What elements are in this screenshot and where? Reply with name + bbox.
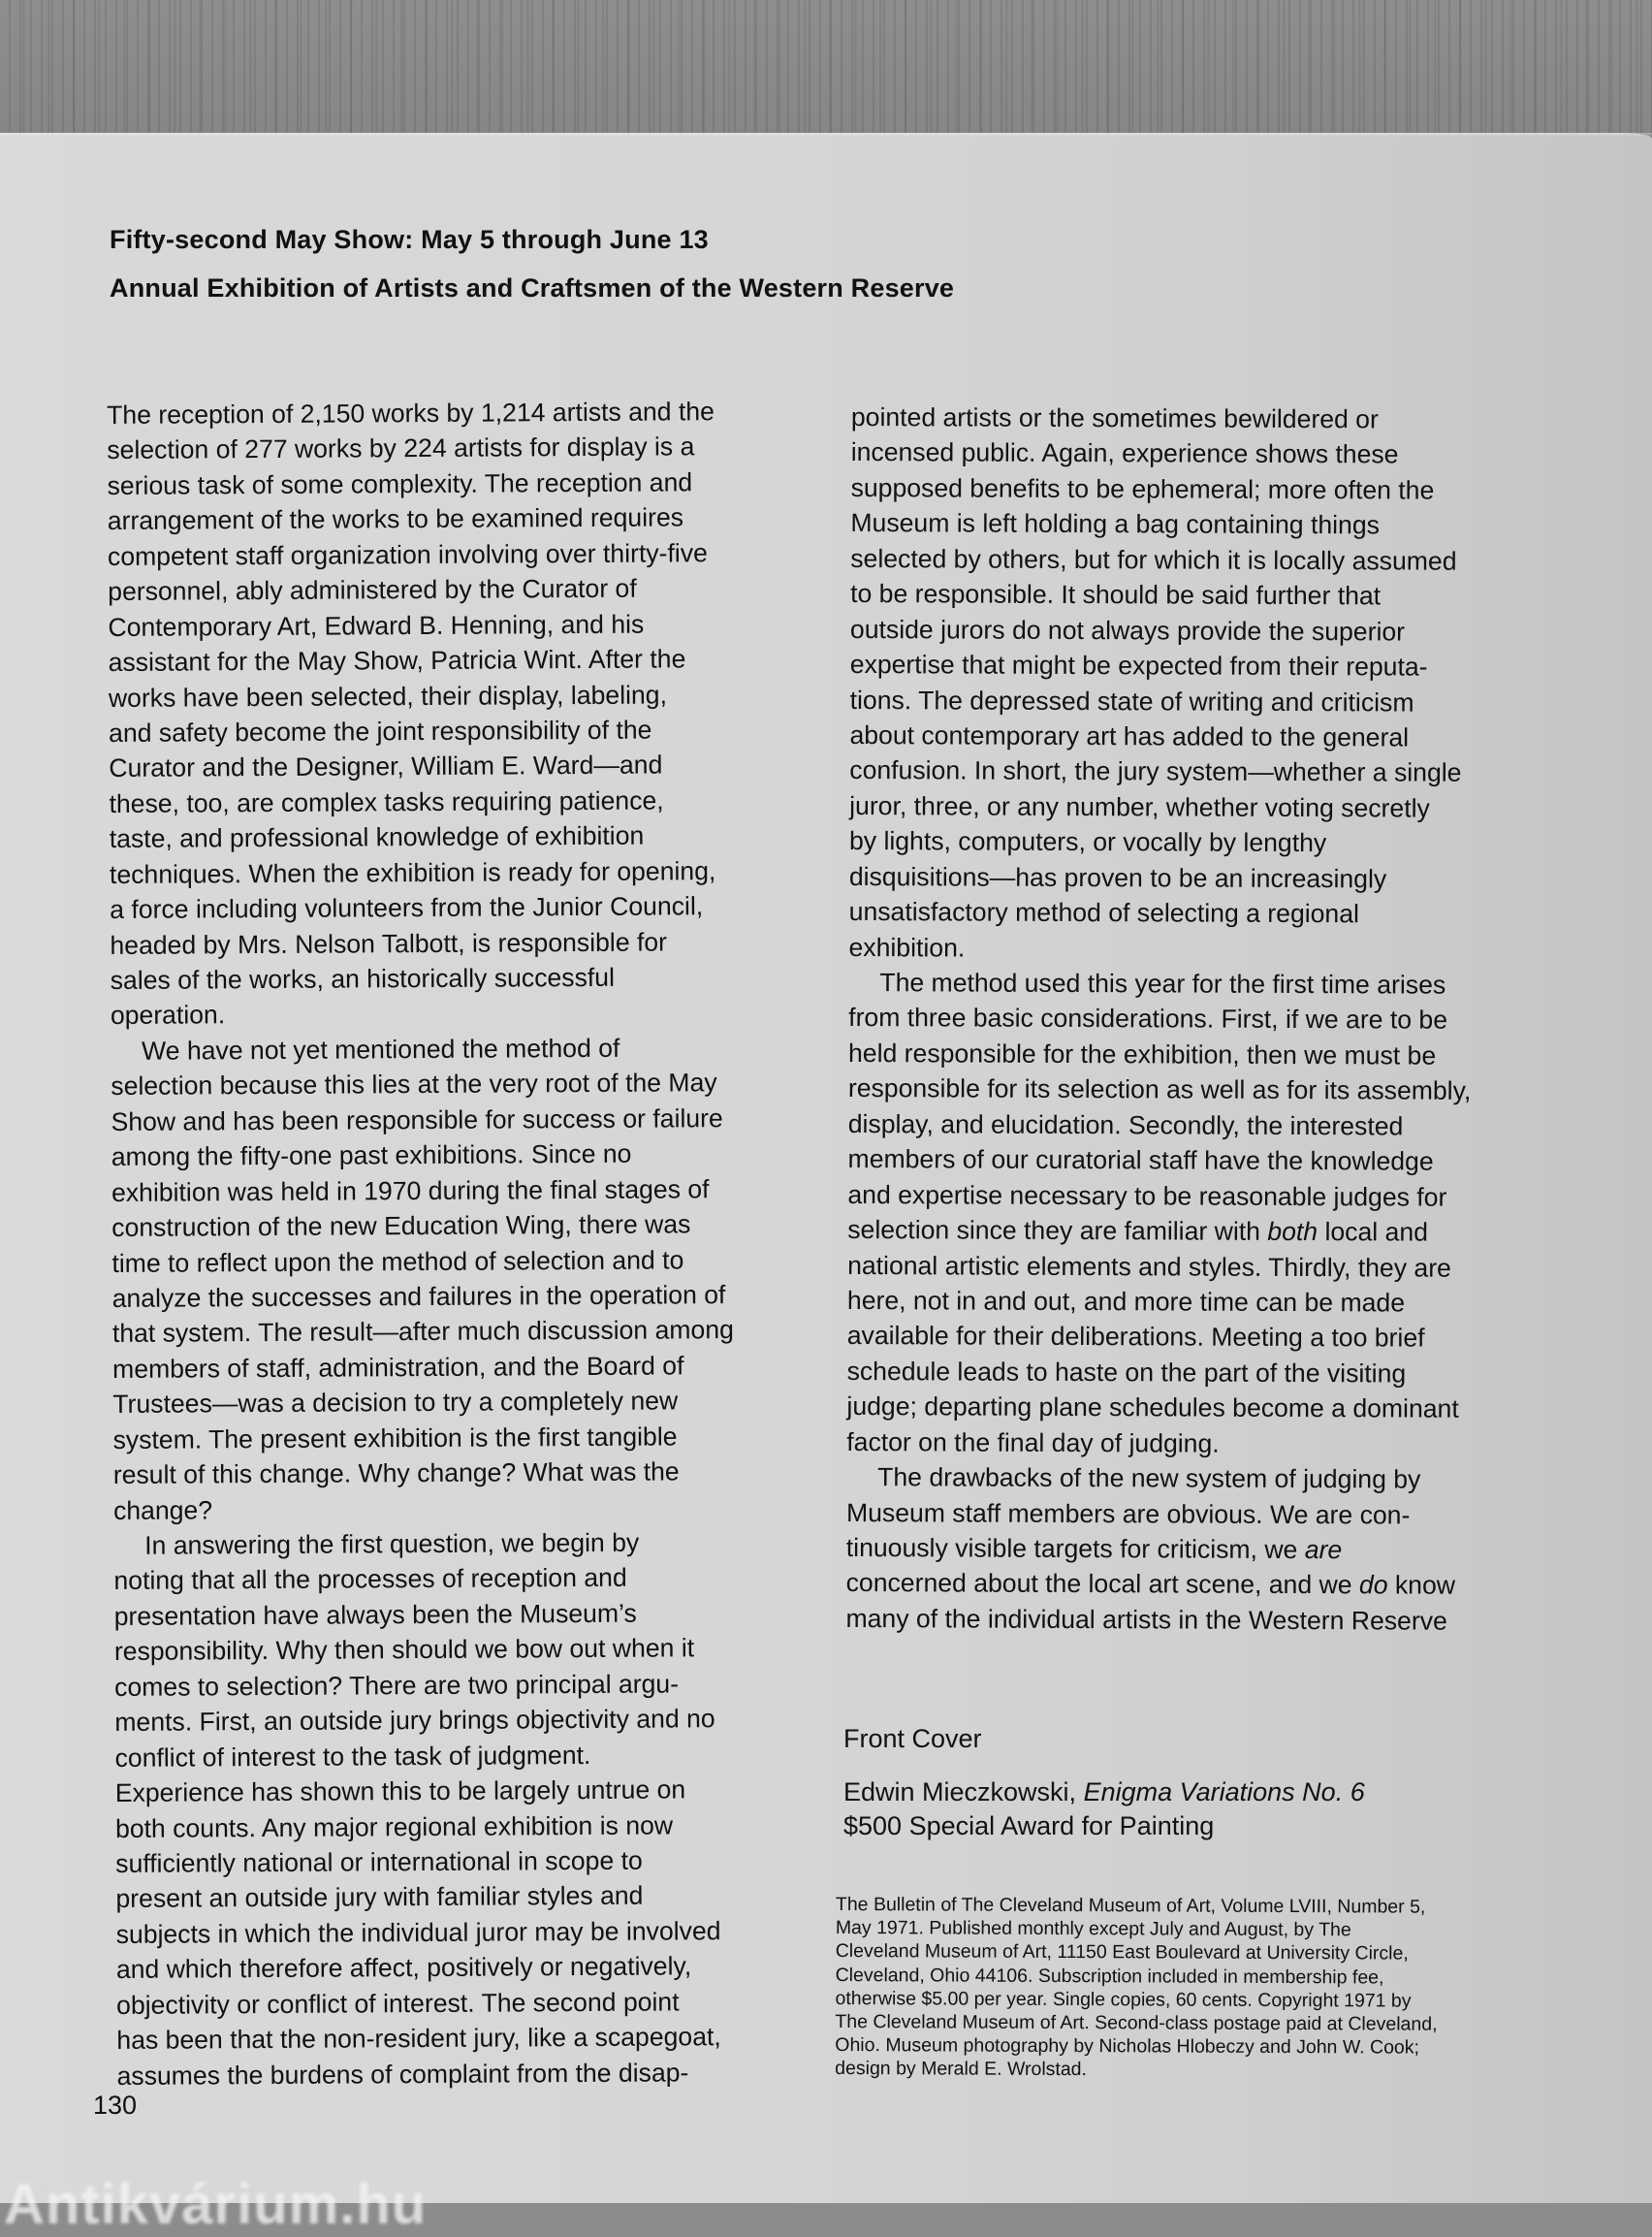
- text-line: [849, 752, 1572, 791]
- text-line: [111, 1065, 818, 1104]
- watermark: Antikvárium.hu: [4, 2172, 427, 2237]
- text-line: [111, 959, 818, 999]
- text-segment: sufficiently national or international in scope to: [115, 1846, 643, 1878]
- page-number: 130: [93, 2091, 137, 2121]
- text-segment: these, too, are complex tasks requiring patience,: [109, 785, 663, 817]
- text-line: [114, 1665, 822, 1705]
- text-segment: selection because this lies at the very root of the May: [111, 1068, 716, 1101]
- text-segment: national artistic elements and styles. Thirdly, they are: [847, 1250, 1451, 1282]
- text-line: [115, 1877, 823, 1917]
- text-segment: held responsible for the exhibition, then we must be: [848, 1039, 1436, 1071]
- text-line: [114, 1736, 822, 1775]
- text-segment: confusion. In short, the jury system—whether a single: [849, 755, 1461, 787]
- colophon-line: The Cleveland Museum of Art. Second-class postage paid at Cleveland,: [835, 2010, 1437, 2036]
- text-line: [112, 1276, 820, 1316]
- text-line: [848, 1071, 1571, 1109]
- text-line: [847, 1247, 1570, 1286]
- text-line: [847, 1212, 1570, 1251]
- text-line: [116, 1983, 824, 2023]
- text-line: [847, 1283, 1570, 1322]
- text-segment: sales of the works, an historically successful: [111, 963, 615, 995]
- text-segment: The drawbacks of the new system of judging by: [877, 1462, 1420, 1493]
- text-segment: outside jurors do not always provide the superior: [850, 615, 1405, 646]
- text-segment: The method used this year for the first time arises: [879, 968, 1446, 1000]
- colophon-line: May 1971. Published monthly except July and August, by The: [836, 1916, 1438, 1942]
- text-segment: arrangement of the works to be examined requires: [108, 503, 683, 536]
- text-line: [115, 1806, 823, 1846]
- text-segment: selection of 277 works by 224 artists for display is a: [107, 432, 694, 465]
- text-line: [846, 1530, 1569, 1569]
- text-segment: here, not in and out, and more time can be made: [847, 1286, 1405, 1318]
- text-segment: competent staff organization involving over thirty-five: [108, 538, 708, 571]
- text-line: [110, 852, 817, 892]
- text-segment: members of staff, administration, and the Board of: [112, 1351, 683, 1384]
- text-line: [108, 499, 815, 539]
- text-segment: assistant for the May Show, Patricia Wint. After the: [109, 644, 686, 677]
- colophon: [835, 1893, 1438, 2083]
- text-segment: responsible for its selection as well as for its assembly,: [848, 1073, 1472, 1105]
- text-line: [113, 1524, 821, 1564]
- text-segment: concerned about the local art scene, and we: [846, 1568, 1359, 1599]
- text-segment: to be responsible. It should be said further that: [850, 579, 1381, 610]
- text-segment: schedule leads to haste on the part of the visiting: [847, 1357, 1407, 1389]
- text-line: [110, 817, 817, 857]
- text-line: [116, 1912, 824, 1952]
- artwork-title: Enigma Variations No. 6: [1084, 1777, 1365, 1806]
- text-line: [113, 1488, 821, 1528]
- text-segment: responsibility. Why then should we bow out when it: [114, 1634, 694, 1667]
- text-segment: and safety become the joint responsibility of the: [109, 716, 651, 748]
- text-line: [849, 823, 1572, 862]
- text-segment: personnel, ably administered by the Curator of: [108, 574, 637, 606]
- text-segment: techniques. When the exhibition is ready for opening,: [110, 856, 716, 889]
- text-line: [116, 2019, 824, 2059]
- text-line: [846, 1565, 1569, 1604]
- text-segment: In answering the first question, we begin by: [144, 1528, 639, 1560]
- text-line: [850, 505, 1573, 544]
- text-segment: The reception of 2,150 works by 1,214 artists and the: [107, 397, 715, 430]
- text-line: [847, 1177, 1570, 1216]
- text-line: [845, 1601, 1568, 1640]
- text-line: [846, 1389, 1569, 1427]
- text-line: [115, 1772, 823, 1811]
- text-line: [851, 434, 1573, 473]
- text-line: [848, 1000, 1571, 1039]
- text-line: [113, 1454, 821, 1493]
- text-line: [107, 394, 814, 433]
- text-line: [111, 994, 818, 1034]
- text-segment: juror, three, or any number, whether voting secretly: [849, 791, 1430, 823]
- text-segment: members of our curatorial staff have the knowledge: [848, 1144, 1434, 1176]
- text-line: [111, 1206, 819, 1246]
- text-segment: construction of the new Education Wing, there was: [111, 1209, 690, 1242]
- right-text-column: [845, 399, 1573, 1640]
- text-line: [110, 923, 817, 963]
- text-line: [111, 1100, 818, 1139]
- text-line: [113, 1559, 821, 1599]
- text-line: [112, 1347, 820, 1387]
- text-line: [109, 711, 816, 751]
- text-segment: about contemporary art has added to the general: [849, 720, 1409, 752]
- text-segment: headed by Mrs. Nelson Talbott, is responsible for: [110, 927, 667, 960]
- page-title: Fifty-second May Show: May 5 through June 13: [110, 225, 709, 255]
- text-line: [848, 1141, 1571, 1180]
- wooden-table-background: [0, 0, 1652, 138]
- text-line: [851, 470, 1573, 509]
- text-segment: expertise that might be expected from their reputa-: [850, 650, 1428, 682]
- text-line: [114, 1594, 822, 1634]
- text-line: [108, 570, 815, 610]
- emphasis: both: [1267, 1217, 1318, 1246]
- emphasis: are: [1305, 1535, 1343, 1564]
- text-segment: works have been selected, their display, labeling,: [109, 680, 667, 713]
- text-segment: change?: [113, 1495, 212, 1525]
- text-segment: Experience has shown this to be largely untrue on: [115, 1774, 686, 1807]
- text-line: [850, 576, 1573, 615]
- page-subtitle: Annual Exhibition of Artists and Craftsmen of the Western Reserve: [110, 273, 954, 304]
- text-line: [109, 782, 816, 821]
- text-line: [112, 1312, 820, 1352]
- text-line: [847, 1354, 1570, 1392]
- text-line: [846, 1459, 1569, 1498]
- text-segment: among the fifty-one past exhibitions. Since no: [111, 1139, 632, 1171]
- left-text-column: [107, 394, 825, 2093]
- text-segment: Curator and the Designer, William E. Ward—and: [109, 751, 662, 783]
- text-segment: time to reflect upon the method of selection and to: [111, 1245, 683, 1278]
- text-line: [116, 2054, 824, 2093]
- text-segment: Trustees—was a decision to try a completely new: [112, 1387, 678, 1420]
- text-line: [111, 1135, 819, 1175]
- text-segment: by lights, computers, or vocally by lengthy: [849, 826, 1326, 857]
- emphasis: do: [1359, 1571, 1388, 1600]
- text-segment: assumes the burdens of complaint from the disap-: [116, 2058, 688, 2091]
- text-line: [848, 930, 1571, 969]
- text-line: [107, 463, 814, 503]
- text-segment: supposed benefits to be ephemeral; more often the: [851, 473, 1435, 505]
- text-line: [848, 1106, 1571, 1145]
- text-line: [847, 1318, 1570, 1357]
- text-segment: conflict of interest to the task of judgment.: [114, 1741, 590, 1773]
- text-line: [114, 1701, 822, 1741]
- text-line: [109, 747, 816, 786]
- text-line: [846, 1495, 1569, 1534]
- text-segment: both counts. Any major regional exhibition is now: [115, 1810, 673, 1843]
- colophon-line: Ohio. Museum photography by Nicholas Hlobeczy and John W. Cook;: [835, 2033, 1437, 2060]
- colophon-line: Cleveland, Ohio 44106. Subscription included in membership fee,: [836, 1964, 1438, 1990]
- text-line: [110, 888, 817, 928]
- text-segment: Show and has been responsible for success or failure: [111, 1103, 722, 1136]
- text-segment: Contemporary Art, Edward B. Henning, and his: [108, 609, 644, 641]
- text-segment: subjects in which the individual juror may be involved: [116, 1916, 721, 1949]
- text-segment: pointed artists or the sometimes bewildered or: [851, 402, 1379, 433]
- text-segment: serious task of some complexity. The reception and: [107, 467, 692, 500]
- front-cover-caption: [843, 1722, 1365, 1843]
- text-segment: local and: [1318, 1217, 1428, 1246]
- text-segment: display, and elucidation. Secondly, the interested: [848, 1109, 1404, 1140]
- artwork-credit: [843, 1775, 1365, 1809]
- text-segment: system. The present exhibition is the first tangible: [112, 1422, 677, 1454]
- text-line: [850, 647, 1573, 686]
- text-line: [108, 605, 815, 645]
- award-line: $500 Special Award for Painting: [843, 1809, 1365, 1843]
- text-line: [116, 1948, 824, 1988]
- text-line: [850, 682, 1573, 720]
- text-segment: analyze the successes and failures in the operation of: [112, 1280, 726, 1313]
- text-line: [111, 1170, 819, 1210]
- text-segment: We have not yet mentioned the method of: [142, 1034, 620, 1066]
- text-segment: present an outside jury with familiar styles and: [115, 1881, 643, 1913]
- text-line: [849, 859, 1572, 898]
- text-line: [849, 788, 1572, 827]
- text-segment: know: [1387, 1571, 1455, 1600]
- text-segment: Museum staff members are obvious. We are con-: [846, 1498, 1411, 1530]
- text-segment: exhibition.: [848, 933, 965, 963]
- text-segment: objectivity or conflict of interest. The second point: [116, 1987, 680, 2020]
- text-segment: has been that the non-resident jury, like a scapegoat,: [116, 2022, 721, 2055]
- text-line: [107, 429, 814, 468]
- text-line: [108, 534, 815, 574]
- colophon-line: otherwise $5.00 per year. Single copies, 60 cents. Copyright 1971 by: [835, 1987, 1437, 2013]
- text-segment: disquisitions—has proven to be an increasingly: [849, 862, 1386, 893]
- text-segment: unsatisfactory method of selecting a regional: [849, 897, 1359, 928]
- artist-name: Edwin Mieczkowski,: [843, 1777, 1084, 1806]
- text-segment: selection since they are familiar with: [847, 1215, 1267, 1246]
- text-line: [109, 641, 816, 681]
- text-segment: result of this change. Why change? What was the: [113, 1457, 680, 1490]
- text-segment: ments. First, an outside jury brings objectivity and no: [114, 1704, 715, 1737]
- text-segment: tions. The depressed state of writing and criticism: [850, 685, 1414, 717]
- colophon-line: Cleveland Museum of Art, 11150 East Boulevard at University Circle,: [836, 1939, 1438, 1965]
- text-segment: and expertise necessary to be reasonable judges for: [847, 1180, 1446, 1212]
- text-segment: comes to selection? There are two principal argu-: [114, 1669, 679, 1702]
- text-segment: selected by others, but for which it is locally assumed: [850, 544, 1456, 576]
- text-line: [849, 718, 1572, 756]
- text-segment: presentation have always been the Museum’s: [114, 1599, 637, 1631]
- text-segment: a force including volunteers from the Junior Council,: [110, 891, 703, 924]
- text-line: [112, 1383, 820, 1422]
- text-segment: that system. The result—after much discussion among: [112, 1315, 734, 1348]
- text-segment: incensed public. Again, experience shows these: [851, 437, 1399, 468]
- text-line: [849, 894, 1572, 933]
- text-segment: from three basic considerations. First, if we are to be: [848, 1003, 1447, 1035]
- text-segment: operation.: [111, 1001, 225, 1031]
- text-segment: and which therefore affect, positively or negatively,: [116, 1952, 691, 1985]
- text-line: [111, 1029, 818, 1069]
- text-line: [114, 1630, 822, 1670]
- text-line: [850, 541, 1573, 580]
- text-line: [109, 676, 816, 716]
- text-line: [112, 1418, 820, 1457]
- text-line: [851, 399, 1573, 438]
- text-line: [115, 1841, 823, 1881]
- text-segment: available for their deliberations. Meeting a too brief: [847, 1321, 1425, 1353]
- text-line: [848, 965, 1571, 1004]
- colophon-line: design by Merald E. Wrolstad.: [835, 2057, 1437, 2083]
- text-segment: many of the individual artists in the Western Reserve: [845, 1604, 1446, 1636]
- text-line: [846, 1424, 1569, 1463]
- text-segment: tinuously visible targets for criticism, we: [846, 1533, 1305, 1564]
- text-segment: taste, and professional knowledge of exhibition: [110, 821, 645, 853]
- front-cover-label: Front Cover: [843, 1722, 1365, 1756]
- text-segment: factor on the final day of judging.: [846, 1427, 1220, 1458]
- text-segment: exhibition was held in 1970 during the final stages of: [111, 1174, 710, 1207]
- text-segment: judge; departing plane schedules become a dominant: [846, 1391, 1458, 1423]
- text-segment: Museum is left holding a bag containing things: [850, 508, 1380, 539]
- text-line: [850, 612, 1573, 651]
- text-segment: noting that all the processes of reception and: [113, 1563, 626, 1595]
- text-line: [848, 1036, 1571, 1074]
- text-line: [111, 1241, 819, 1281]
- colophon-line: The Bulletin of The Cleveland Museum of Art, Volume LVIII, Number 5,: [836, 1893, 1438, 1919]
